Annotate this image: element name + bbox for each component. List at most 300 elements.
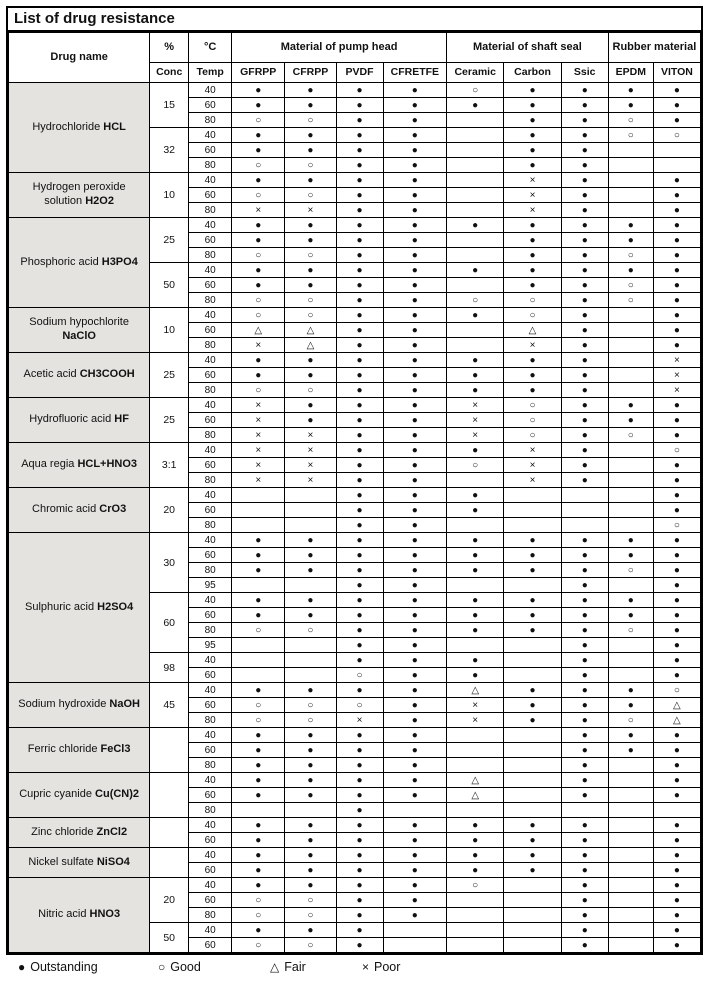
resistance-cell: ● (447, 308, 504, 323)
resistance-cell: ● (336, 863, 383, 878)
resistance-cell (447, 923, 504, 938)
resistance-cell: ● (561, 908, 608, 923)
resistance-cell: ● (232, 128, 285, 143)
resistance-cell: ● (561, 248, 608, 263)
col-header-temp-unit: °C (189, 33, 232, 63)
resistance-cell: ● (608, 608, 653, 623)
resistance-cell: ● (653, 293, 700, 308)
resistance-cell: ○ (285, 908, 336, 923)
resistance-cell: × (653, 383, 700, 398)
resistance-cell: ● (336, 848, 383, 863)
temp-cell: 40 (189, 593, 232, 608)
resistance-cell: × (232, 413, 285, 428)
resistance-cell: ● (504, 368, 561, 383)
resistance-cell: ● (447, 608, 504, 623)
resistance-cell: ● (336, 113, 383, 128)
resistance-cell (653, 158, 700, 173)
temp-cell: 60 (189, 863, 232, 878)
resistance-cell (608, 308, 653, 323)
resistance-cell: ● (653, 578, 700, 593)
resistance-cell (561, 518, 608, 533)
resistance-cell: ● (285, 863, 336, 878)
resistance-cell: ● (285, 923, 336, 938)
resistance-cell (383, 938, 446, 953)
resistance-cell: ● (561, 743, 608, 758)
resistance-cell: ○ (447, 458, 504, 473)
drug-name: Hydrofluoric acid (29, 413, 115, 426)
resistance-cell: ● (285, 173, 336, 188)
drug-name-cell (9, 353, 150, 398)
legend-symbol: ○ (158, 960, 166, 974)
resistance-cell: ○ (447, 83, 504, 98)
legend-item (18, 960, 158, 974)
temp-cell: 40 (189, 443, 232, 458)
table-header (9, 33, 701, 83)
resistance-cell: ● (561, 383, 608, 398)
temp-cell: 80 (189, 113, 232, 128)
conc-cell (150, 728, 189, 773)
resistance-cell: ● (561, 428, 608, 443)
resistance-cell: × (447, 428, 504, 443)
resistance-cell: ● (653, 548, 700, 563)
resistance-cell: ○ (285, 293, 336, 308)
resistance-cell: ● (285, 683, 336, 698)
drug-formula: H3PO4 (101, 255, 138, 268)
resistance-cell: ● (285, 278, 336, 293)
legend-item (362, 960, 400, 974)
resistance-cell: × (504, 188, 561, 203)
resistance-cell: ○ (232, 623, 285, 638)
resistance-cell: ● (561, 938, 608, 953)
resistance-cell: ● (504, 83, 561, 98)
resistance-cell: ● (653, 893, 700, 908)
resistance-cell: ● (653, 848, 700, 863)
resistance-cell: ● (504, 713, 561, 728)
col-header-conc: Conc (150, 63, 189, 83)
resistance-cell: ● (653, 413, 700, 428)
resistance-cell: ● (383, 773, 446, 788)
col-header-pvdf: PVDF (336, 63, 383, 83)
resistance-cell: ● (232, 563, 285, 578)
resistance-cell: ● (336, 653, 383, 668)
resistance-cell: ○ (232, 383, 285, 398)
resistance-cell: × (232, 458, 285, 473)
temp-cell: 60 (189, 143, 232, 158)
table-row (9, 848, 701, 863)
resistance-table-body (9, 83, 701, 953)
resistance-cell: ● (383, 353, 446, 368)
resistance-cell (608, 818, 653, 833)
resistance-cell: ● (232, 263, 285, 278)
resistance-cell: ● (383, 593, 446, 608)
resistance-cell: ○ (504, 308, 561, 323)
resistance-cell (447, 158, 504, 173)
resistance-cell: ● (447, 563, 504, 578)
resistance-cell: ● (608, 83, 653, 98)
resistance-cell: ● (336, 413, 383, 428)
resistance-cell: × (504, 203, 561, 218)
resistance-cell: ● (285, 98, 336, 113)
legend-label: Fair (284, 960, 306, 974)
resistance-cell: ● (653, 248, 700, 263)
resistance-cell: ● (653, 428, 700, 443)
resistance-cell: ● (336, 263, 383, 278)
resistance-cell (608, 473, 653, 488)
resistance-cell: × (285, 428, 336, 443)
resistance-cell (447, 638, 504, 653)
resistance-cell: ● (608, 593, 653, 608)
temp-cell: 40 (189, 848, 232, 863)
resistance-cell: ● (561, 188, 608, 203)
conc-cell: 20 (150, 488, 189, 533)
resistance-cell: ● (383, 548, 446, 563)
resistance-cell (285, 803, 336, 818)
resistance-cell: × (504, 173, 561, 188)
resistance-cell: ● (447, 623, 504, 638)
resistance-cell: ● (561, 473, 608, 488)
temp-cell: 60 (189, 413, 232, 428)
resistance-cell: ● (336, 188, 383, 203)
drug-name-cell (9, 488, 150, 533)
col-header-epdm: EPDM (608, 63, 653, 83)
resistance-cell: ● (447, 833, 504, 848)
resistance-cell: ● (653, 878, 700, 893)
drug-formula: H2O2 (85, 195, 114, 207)
resistance-cell: × (285, 458, 336, 473)
resistance-cell: ● (383, 278, 446, 293)
resistance-cell: ● (285, 143, 336, 158)
temp-cell: 60 (189, 743, 232, 758)
drug-name: Acetic acid (23, 368, 80, 381)
legend-item (270, 960, 362, 974)
resistance-cell: ● (232, 878, 285, 893)
resistance-cell: ○ (608, 113, 653, 128)
resistance-cell (447, 803, 504, 818)
resistance-cell: ● (447, 548, 504, 563)
resistance-cell: ● (561, 308, 608, 323)
drug-name: Sodium hypochlorite (29, 316, 129, 329)
temp-cell: 60 (189, 368, 232, 383)
temp-cell: 40 (189, 818, 232, 833)
resistance-cell: ● (285, 848, 336, 863)
resistance-cell (447, 743, 504, 758)
resistance-cell: × (336, 713, 383, 728)
resistance-cell: ● (232, 758, 285, 773)
resistance-cell: ● (285, 788, 336, 803)
conc-cell: 20 (150, 878, 189, 923)
resistance-cell: △ (232, 323, 285, 338)
resistance-cell: ● (447, 848, 504, 863)
resistance-cell: ● (336, 353, 383, 368)
resistance-cell: ○ (608, 713, 653, 728)
resistance-cell: × (232, 398, 285, 413)
temp-cell: 40 (189, 773, 232, 788)
resistance-cell (504, 773, 561, 788)
resistance-cell: ● (285, 593, 336, 608)
resistance-cell: ● (232, 728, 285, 743)
resistance-cell: ● (653, 728, 700, 743)
resistance-cell: ● (653, 743, 700, 758)
resistance-cell: ● (232, 833, 285, 848)
resistance-cell (608, 173, 653, 188)
resistance-cell (608, 653, 653, 668)
resistance-cell: ● (232, 788, 285, 803)
resistance-cell: ● (447, 503, 504, 518)
resistance-cell: ● (504, 818, 561, 833)
resistance-cell: ○ (232, 188, 285, 203)
col-header-cfretfe: CFRETFE (383, 63, 446, 83)
table-row (9, 773, 701, 788)
drug-name-cell (9, 308, 150, 353)
table-row (9, 878, 701, 893)
resistance-cell: ○ (608, 293, 653, 308)
resistance-cell (447, 473, 504, 488)
conc-cell (150, 773, 189, 818)
resistance-cell (608, 578, 653, 593)
resistance-cell: ● (232, 533, 285, 548)
drug-formula: HNO3 (89, 908, 121, 921)
resistance-cell: ● (336, 773, 383, 788)
resistance-cell (608, 443, 653, 458)
resistance-cell (561, 488, 608, 503)
resistance-cell: ● (336, 803, 383, 818)
resistance-cell (447, 143, 504, 158)
resistance-cell: ● (608, 548, 653, 563)
drug-formula: HCL+HNO3 (77, 458, 138, 471)
conc-cell: 98 (150, 653, 189, 683)
resistance-cell: ● (336, 203, 383, 218)
resistance-cell (447, 518, 504, 533)
resistance-cell: ● (653, 938, 700, 953)
table-row (9, 308, 701, 323)
table-row (9, 353, 701, 368)
resistance-cell: ● (504, 278, 561, 293)
resistance-cell: ● (336, 488, 383, 503)
drug-formula: NaClO (62, 330, 96, 342)
resistance-cell: ● (504, 833, 561, 848)
temp-cell: 80 (189, 623, 232, 638)
resistance-cell: ● (336, 833, 383, 848)
resistance-cell: ● (504, 248, 561, 263)
resistance-cell: ● (653, 638, 700, 653)
resistance-cell: ○ (285, 188, 336, 203)
temp-cell: 80 (189, 563, 232, 578)
conc-cell (150, 848, 189, 878)
drug-name: Hydrogen peroxide solution (32, 181, 126, 207)
temp-cell: 40 (189, 878, 232, 893)
drug-formula: HF (114, 413, 129, 426)
resistance-cell: ● (383, 743, 446, 758)
resistance-cell (608, 338, 653, 353)
resistance-cell (504, 908, 561, 923)
resistance-cell: ● (336, 548, 383, 563)
resistance-cell: ● (336, 173, 383, 188)
resistance-cell (608, 353, 653, 368)
resistance-cell: ● (653, 533, 700, 548)
resistance-cell: × (504, 338, 561, 353)
resistance-cell: ● (383, 158, 446, 173)
resistance-cell (608, 143, 653, 158)
resistance-cell: ● (383, 728, 446, 743)
resistance-cell: ● (383, 533, 446, 548)
resistance-cell (608, 188, 653, 203)
resistance-cell: ● (608, 533, 653, 548)
resistance-cell: ○ (232, 938, 285, 953)
resistance-cell: ● (653, 758, 700, 773)
resistance-cell: ● (232, 83, 285, 98)
resistance-cell: ○ (232, 698, 285, 713)
temp-cell: 60 (189, 608, 232, 623)
resistance-cell: ○ (285, 308, 336, 323)
temp-cell: 60 (189, 458, 232, 473)
temp-cell: 80 (189, 713, 232, 728)
resistance-cell: ● (336, 128, 383, 143)
drug-name: Nickel sulfate (28, 855, 97, 868)
resistance-cell (504, 758, 561, 773)
temp-cell: 80 (189, 293, 232, 308)
resistance-cell: ● (383, 398, 446, 413)
resistance-cell: ● (504, 623, 561, 638)
drug-name-cell (9, 218, 150, 308)
drug-formula: FeCl3 (100, 743, 131, 756)
resistance-cell: ● (561, 608, 608, 623)
col-header-viton: VITON (653, 63, 700, 83)
resistance-cell: ● (653, 113, 700, 128)
resistance-cell: ● (383, 323, 446, 338)
resistance-cell: ● (383, 578, 446, 593)
resistance-cell: ● (383, 218, 446, 233)
resistance-cell (447, 203, 504, 218)
resistance-cell (447, 128, 504, 143)
resistance-cell: ○ (336, 668, 383, 683)
resistance-cell: ○ (232, 893, 285, 908)
resistance-cell (383, 923, 446, 938)
resistance-cell: × (232, 203, 285, 218)
resistance-cell: △ (653, 713, 700, 728)
resistance-cell: ○ (504, 428, 561, 443)
resistance-cell (608, 488, 653, 503)
resistance-cell (232, 638, 285, 653)
drug-name-cell (9, 683, 150, 728)
resistance-cell: ● (561, 893, 608, 908)
temp-cell: 80 (189, 158, 232, 173)
resistance-cell: ● (653, 818, 700, 833)
resistance-cell: ● (383, 203, 446, 218)
resistance-cell (447, 578, 504, 593)
resistance-cell: × (504, 443, 561, 458)
drug-formula: ZnCl2 (96, 825, 128, 838)
resistance-cell: ● (383, 338, 446, 353)
resistance-cell: ● (447, 818, 504, 833)
resistance-cell: △ (447, 683, 504, 698)
drug-formula: NaOH (109, 698, 140, 711)
temp-cell: 40 (189, 308, 232, 323)
resistance-cell: ● (285, 878, 336, 893)
resistance-cell: ● (383, 113, 446, 128)
resistance-cell: ● (653, 218, 700, 233)
conc-cell: 10 (150, 308, 189, 353)
drug-name: Ferric chloride (27, 743, 101, 756)
resistance-cell: ○ (285, 158, 336, 173)
resistance-cell: ● (336, 278, 383, 293)
resistance-cell: ○ (608, 248, 653, 263)
resistance-cell: ● (285, 728, 336, 743)
resistance-cell: ● (285, 758, 336, 773)
temp-cell: 40 (189, 653, 232, 668)
col-header-cfrpp: CFRPP (285, 63, 336, 83)
resistance-cell (504, 668, 561, 683)
header-row-groups (9, 33, 701, 63)
resistance-cell: ○ (285, 383, 336, 398)
resistance-cell: ● (383, 458, 446, 473)
resistance-cell: ● (653, 923, 700, 938)
resistance-cell: ○ (336, 698, 383, 713)
resistance-cell: ● (561, 293, 608, 308)
drug-name: Sodium hydroxide (18, 698, 110, 711)
resistance-cell: ● (561, 263, 608, 278)
resistance-cell (447, 233, 504, 248)
resistance-cell: ● (653, 833, 700, 848)
resistance-cell: ● (561, 578, 608, 593)
temp-cell: 40 (189, 398, 232, 413)
temp-cell: 40 (189, 683, 232, 698)
resistance-cell: ● (336, 923, 383, 938)
resistance-cell: ● (383, 98, 446, 113)
resistance-cell: ○ (653, 683, 700, 698)
resistance-cell: ● (653, 308, 700, 323)
resistance-cell: ● (285, 833, 336, 848)
resistance-cell (447, 248, 504, 263)
resistance-cell: ● (504, 263, 561, 278)
resistance-cell (608, 878, 653, 893)
conc-cell (150, 818, 189, 848)
resistance-cell: ● (504, 233, 561, 248)
resistance-cell: ● (336, 728, 383, 743)
resistance-cell (504, 878, 561, 893)
resistance-cell: ● (383, 788, 446, 803)
group-header-shaft-seal: Material of shaft seal (447, 33, 609, 63)
resistance-cell: ● (336, 638, 383, 653)
table-row (9, 173, 701, 188)
resistance-cell (608, 893, 653, 908)
temp-cell: 40 (189, 128, 232, 143)
resistance-cell: ● (285, 368, 336, 383)
resistance-cell: ● (383, 623, 446, 638)
legend-item (158, 960, 270, 974)
resistance-cell (285, 668, 336, 683)
resistance-cell: ● (608, 413, 653, 428)
resistance-cell: ● (336, 578, 383, 593)
resistance-cell: ● (232, 818, 285, 833)
resistance-cell: ● (285, 608, 336, 623)
resistance-cell: ● (504, 683, 561, 698)
resistance-cell: ○ (232, 293, 285, 308)
resistance-cell: ● (336, 98, 383, 113)
drug-formula: CrO3 (99, 503, 127, 516)
resistance-cell: ● (561, 278, 608, 293)
resistance-cell: ● (561, 398, 608, 413)
resistance-cell (504, 938, 561, 953)
resistance-cell: ● (653, 263, 700, 278)
temp-cell: 80 (189, 758, 232, 773)
resistance-cell: ● (561, 83, 608, 98)
resistance-cell: ● (285, 233, 336, 248)
resistance-cell: ● (653, 788, 700, 803)
resistance-cell: ○ (285, 893, 336, 908)
resistance-cell: ● (336, 458, 383, 473)
drug-name: Chromic acid (32, 503, 100, 516)
resistance-cell: ● (232, 923, 285, 938)
